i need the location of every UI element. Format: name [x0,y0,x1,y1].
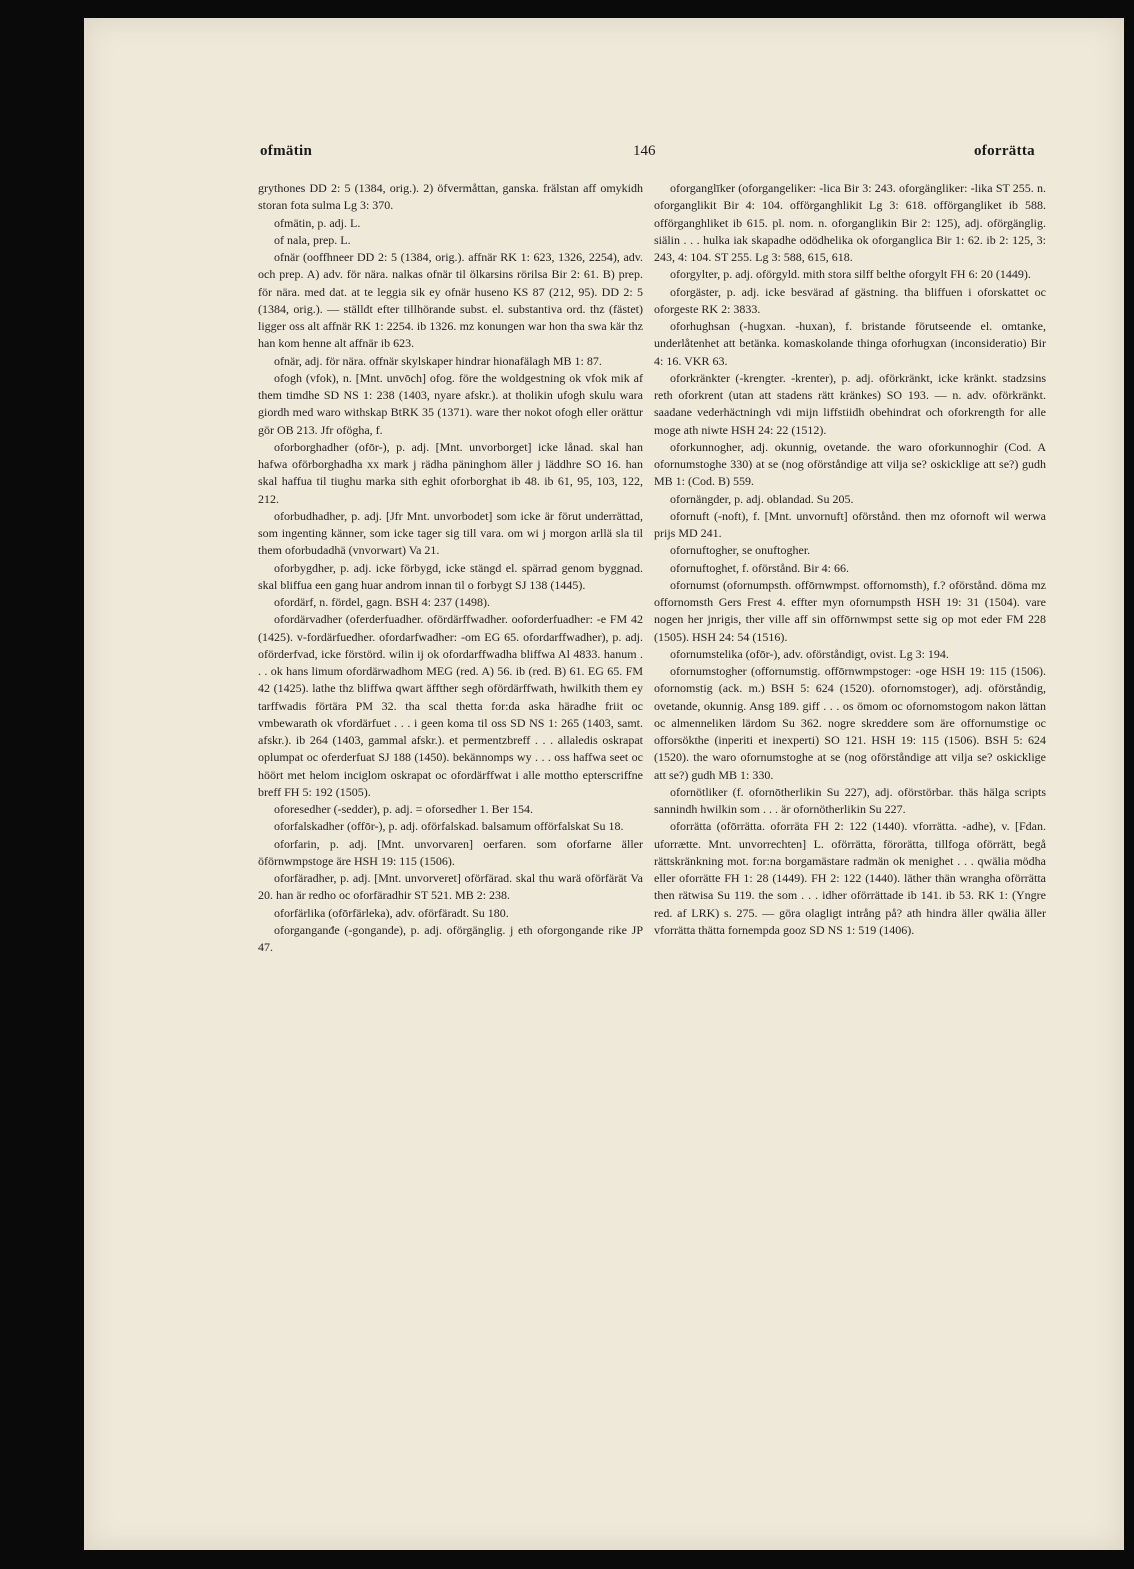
entry: ofornumst (ofornumpsth. offōrnwmpst. offornomsth), f.? oförstånd. döma mz offornomsth Gers Frest 4. effter myn ofornumpsth HSH 19: 31 (1504). vare nogen her jnrigis, ther ville aff sin offōrnwmpst sette sig op mot eder FM 228 (1505). HSH 24: 54 (1516). [654,577,1046,644]
entry: oforborghadher (ofōr-), p. adj. [Mnt. unvorborget] icke lånad. skal han hafwa oförborghadha xx mark j rädha päninghom äller j läddhre SO 16. han skal haffua til tiughu marka sith eghit oforborghat ib 48. ib 61, 95, 103, 122, 212. [258,439,643,506]
entry: ofornötliker (f. ofornōtherlikin Su 227), adj. oförstörbar. thäs hälga scripts sannindh hwilkin som . . . är ofornötherlikin Su 227. [654,784,1046,816]
entry: ofordärvadher (oferderfuadher. ofördärffwadher. ooforderfuadher: -e FM 42 (1425). v-fordärfuedher. ofordarfwadher: -om EG 65. ofordarffwadher), p. adj. oförderfvad, icke förstörd. wilin ij ok ofordarffwadha bliffwa Al 4833. hanum . . . ok hans limum ofordärwadhom MEG (red. A) 56. ib (red. B) 61. EG 65. FM 42 (1425). lathe thz bliffwa qwart äffther segh ofördärffwath, hwilkith them ey tarffwadis förtära PM 32. tha scal thetta for:da aska häradhe friit oc vmbewarath ok vfordärfuet . . . i geen koma til oss SD NS 1: 265 (1403, samt. afskr.). ib 264 (1403, gammal afskr.). et permentzbreff . . . allaledis oskrapat oplumpat oc oferderfuat SJ 188 (1450). bekännomps wy . . . oss haffwa seet oc höört met helom inciglom oskrapat oc ofordärffwat i alle mottho epterscriffne breff FH 5: 192 (1505). [258,612,643,799]
header-left-word: ofmätin [260,143,313,159]
entry: ofornumstelika (ofōr-), adv. oförståndigt, ovist. Lg 3: 194. [670,646,949,661]
entry: oforfäradher, p. adj. [Mnt. unvorveret] oförfärad. skal thu warä oförfärät Va 20. han är redho oc oforfäradhir ST 521. MB 2: 238. [258,871,643,903]
entry: oforgylter, p. adj. oförgyld. mith stora silff belthe oforgylt FH 6: 20 (1449). [670,267,1031,282]
left-column [258,180,643,956]
entry: ofornängder, p. adj. oblandad. Su 205. [670,491,854,506]
right-column [654,180,1046,939]
entry: oforgäster, p. adj. icke besvärad af gästning. tha bliffuen i oforskattet oc oforgeste RK 2: 3833. [654,284,1046,316]
entry: ofmätin, p. adj. L. [274,215,361,230]
entry: oforhughsan (-hugxan. -huxan), f. bristande förutseende el. omtanke, underlåtenhet att betänka. komaskolande thinga oforhugxan (inconsideratio) Bir 4: 16. VKR 63. [654,319,1046,368]
entry: of nala, prep. L. [274,232,351,247]
entry: oforganganđe (-gongande), p. adj. oförgänglig. j eth oforgongande rike JP 47. [258,922,643,954]
entry: ofornuft (-noft), f. [Mnt. unvornuft] oförstånd. then mz ofornoft wil werwa prijs MD 241. [654,508,1046,540]
entry: ofornuftogher, se onuftogher. [670,543,811,558]
entry: ofordärf, n. fördel, gagn. BSH 4: 237 (1498). [274,595,490,609]
entry: oforbygdher, p. adj. icke förbygd, icke stängd el. spärrad genom byggnad. skal bliffua een gang huar androm innan til o forbygt SJ 138 (1445). [258,560,643,592]
page-header [260,131,1035,157]
entry: oforesedher (-sedder), p. adj. = oforsedher 1. Ber 154. [274,802,534,816]
entry: oforkunnogher, adj. okunnig, ovetande. the waro oforkunnoghir (Cod. A ofornumstoghe 330) at se (nog oförståndige att vilja se? oskicklige att se?) gudh MB 1: (Cod. B) 559. [654,439,1046,489]
entry: oforganglīker (oforgangeliker: -lica Bir 3: 243. oforgängliker: -lika ST 255. n. oforganglikit Bir 4: 104. offörganghlikit Lg 3: 618. offörgangliket ib 588. offörganghliket ib 615. pl. nom. n. oforganglikin Bir 2: 125), adj. oförgänglig. siälin . . . hulka iak skapadhe odödhelika ok oforganglica Bir 1: 62. ib 2: 125, 3: 243, 4: 104. ST 255. Lg 3: 588, 615, 618. [654,181,1046,264]
entry: oforbudhadher, p. adj. [Jfr Mnt. unvorbodet] som icke är förut underrättad, som ingenting känner, som icke tager sig till vara. om wi j morgon arllä sla til them oforbudadhä (vnvorwart) Va 21. [258,508,643,558]
entry: oforfarin, p. adj. [Mnt. unvorvaren] oerfaren. som oforfarne äller öförnwmpstoge äre HSH 19: 115 (1506). [258,836,643,868]
entry: ofnär, adj. för nära. offnär skylskaper hindrar hionafälagh MB 1: 87. [274,353,602,368]
entry: ofornumstogher (offornumstig. offōrnwmpstoger: -oge HSH 19: 115 (1506). ofornomstig (ack. m.) BSH 5: 624 (1520). ofornomstoger), adj. oförståndig, ovetande, okunnig. Ansg 189. giff . . . os ömom oc ofornomstogom nakon lättan oc almenneliken lärdom Su 362. nogre skreddere som äre offornumstige oc offorsökthe (inperiti et inexperti) SO 121. HSH 19: 115 (1506). BSH 5: 624 (1520). the waro ofornumstoghe at se (nog oförståndige att vilja se? oskicklige att se?) gudh MB 1: 330. [654,664,1046,782]
page-number: 146 [633,143,656,159]
header-right-word: oforrätta [973,143,1035,159]
entry: oforrätta (ofōrrätta. oforräta FH 2: 122 (1440). vforrätta. -adhe), v. [Fdan. uforrætte. Mnt. unvorrechten] L. oförrätta, förorätta, tillfoga oförrätt, begå rättskränkning mot. for:na borgamästare radmän ok menighet . . . qwälia mödha eller oforrätte FH 1: 28 (1449). FH 2: 122 (1440). läther thän wrangha oförrätta then rätwisa Su 119. the som . . . idher oförrättade ib 141. ib 53. RK 1: (Yngre red. af LRK) s. 275. — göra olagligt intrång på? ath hindra äller qwälia äller vforrätta thätta fornempda gooz SD NS 1: 519 (1406). [654,819,1046,937]
entry: ofnär (ooffhneer DD 2: 5 (1384, orig.). affnär RK 1: 623, 1326, 2254), adv. och prep. A) adv. för nära. nalkas ofnär til ölkarsins rörilsa Bir 2: 61. B) prep. för nära. med dat. at te leggia sik ey ofnär huseno KS 87 (212, 95). DD 2: 5 (1384, orig.). — ställdt efter tillhörande subst. el. substantiva ord. thz (fästet) ligger oss alt affnär RK 1: 2254. ib 1326. mz konungen war hon tha swa kär thz han kom henne alt affnär ib 623. [258,250,643,351]
entry: grythones DD 2: 5 (1384, orig.). 2) öfvermåttan, ganska. frälstan aff omykidh storan fota sulma Lg 3: 370. [258,181,643,213]
entry: ofogh (vfok), n. [Mnt. unvōch] ofog. före the woldgestning ok vfok mik af them timdhe SD NS 1: 238 (1403, nyare afskr.). at tholikin ufogh skulu wara giordh med waro withskap BtRK 35 (1371). ware ther nokot ofogh eller orättur gör OB 213. Jfr ofögha, f. [258,370,643,437]
entry: oforfärlika (ofōrfärleka), adv. oförfäradt. Su 180. [274,905,509,920]
entry: ofornuftoghet, f. oförstånd. Bir 4: 66. [670,560,849,575]
entry: oforkränkter (-krengter. -krenter), p. adj. oförkränkt, icke kränkt. stadzsins reth oforkrent (utan att stadens rätt kränkes) SO 193. — n. adv. oförkränkt. saadane vederhäctningh vdi mijn liffstiidh obehindrat och oforkrength for alle moge ath niwte HSH 24: 22 (1512). [654,370,1046,437]
entry: oforfalskadher (offōr-), p. adj. oförfalskad. balsamum offörfalskat Su 18. [274,819,624,834]
